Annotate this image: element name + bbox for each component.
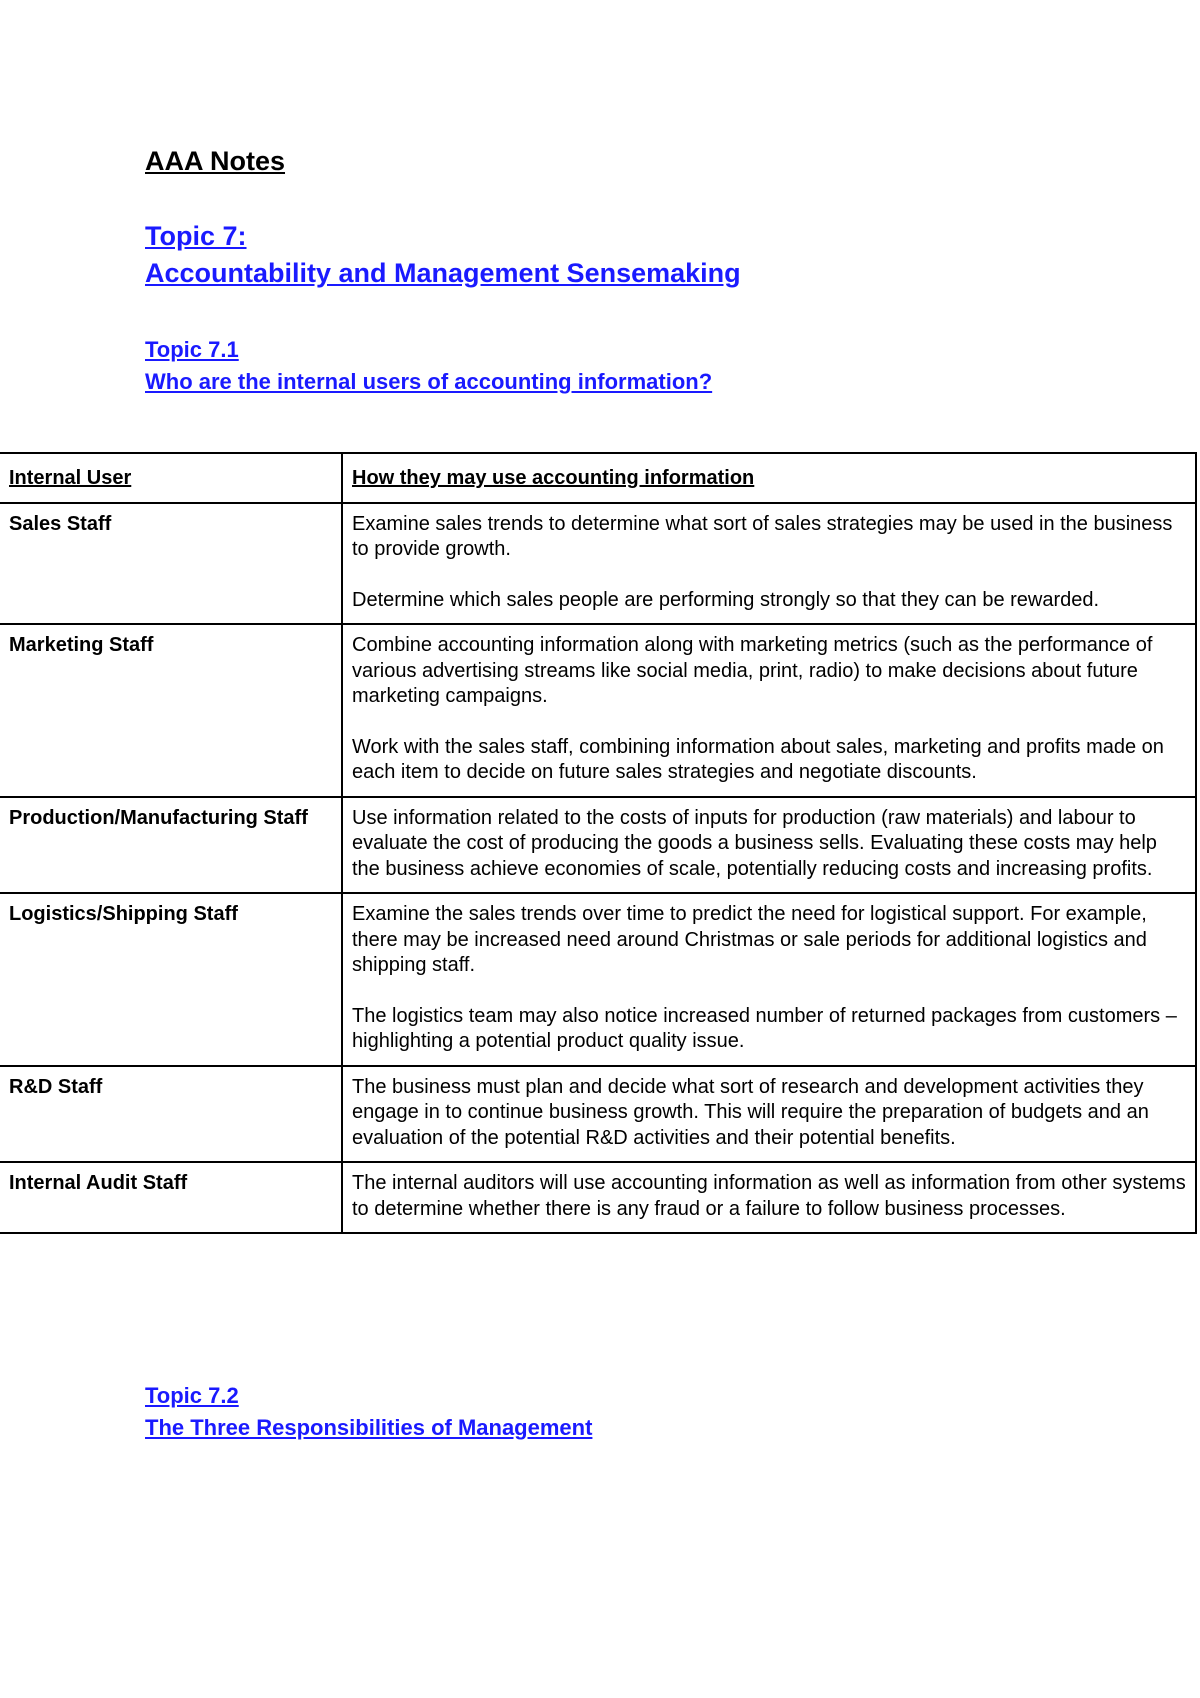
document-title: AAA Notes: [145, 146, 286, 176]
table-row: [0, 624, 1196, 797]
internal-user-cell: Sales Staff: [0, 503, 342, 625]
topic-7-2-link[interactable]: Topic 7.2: [145, 1383, 239, 1408]
table-header-row: [0, 453, 1196, 503]
usage-paragraph: Examine sales trends to determine what sort of sales strategies may be used in the business to provide growth.: [352, 512, 1173, 560]
usage-paragraph: Work with the sales staff, combining information about sales, marketing and profits made on each item to decide on future sales strategies and negotiate discounts.: [352, 735, 1164, 783]
topic-7-title-link[interactable]: Accountability and Management Sensemaking: [145, 258, 741, 288]
topic-7-1-link[interactable]: Topic 7.1: [145, 337, 239, 362]
usage-paragraph: The internal auditors will use accounting information as well as information from other systems to determine whether there is any fraud or a failure to follow business processes.: [352, 1172, 1186, 1220]
usage-paragraph: Combine accounting information along with marketing metrics (such as the performance of various advertising streams like social media, print, radio) to make decisions about future marketing campaigns.: [352, 634, 1153, 707]
internal-user-cell: R&D Staff: [0, 1066, 342, 1163]
usage-cell: [342, 624, 1196, 797]
topic-7-1-heading: [145, 334, 712, 398]
topic-7-2-heading: [145, 1380, 592, 1444]
usage-paragraph: The logistics team may also notice increased number of returned packages from customers – highlighting a potential product quality issue.: [352, 1004, 1177, 1052]
usage-cell: [342, 893, 1196, 1066]
table-row: [0, 1066, 1196, 1163]
usage-paragraph: Determine which sales people are performing strongly so that they can be rewarded.: [352, 588, 1100, 611]
usage-cell: [342, 797, 1196, 894]
usage-paragraph: The business must plan and decide what sort of research and development activities they engage in to continue business growth. This will require the preparation of budgets and an evaluation of the potential R&D activities and their potential benefits.: [352, 1075, 1149, 1149]
usage-cell: [342, 1066, 1196, 1163]
table-row: [0, 797, 1196, 894]
topic-7-1-title-link[interactable]: Who are the internal users of accounting information?: [145, 369, 713, 394]
topic-7-heading: [145, 218, 741, 292]
internal-user-cell: Marketing Staff: [0, 624, 342, 797]
header-how-they-use: How they may use accounting information: [342, 453, 1196, 503]
internal-user-cell: Production/Manufacturing Staff: [0, 797, 342, 894]
usage-paragraph: Use information related to the costs of inputs for production (raw materials) and labour to evaluate the cost of producing the goods a business sells. Evaluating these costs may help the business achieve economies of scale, potentially reducing costs and increasing profits.: [352, 806, 1157, 880]
table-row: [0, 893, 1196, 1066]
table-row: [0, 503, 1196, 625]
table-row: [0, 1162, 1196, 1233]
topic-7-link[interactable]: Topic 7:: [145, 221, 247, 251]
usage-paragraph: Examine the sales trends over time to predict the need for logistical support. For example, there may be increased need around Christmas or sale periods for additional logistics and shipping staff.: [352, 903, 1147, 976]
internal-users-table: [0, 452, 1197, 1234]
internal-user-cell: Internal Audit Staff: [0, 1162, 342, 1233]
topic-7-2-title-link[interactable]: The Three Responsibilities of Management: [145, 1415, 593, 1440]
internal-user-cell: Logistics/Shipping Staff: [0, 893, 342, 1066]
header-internal-user: Internal User: [0, 453, 342, 503]
usage-cell: [342, 503, 1196, 625]
usage-cell: [342, 1162, 1196, 1233]
